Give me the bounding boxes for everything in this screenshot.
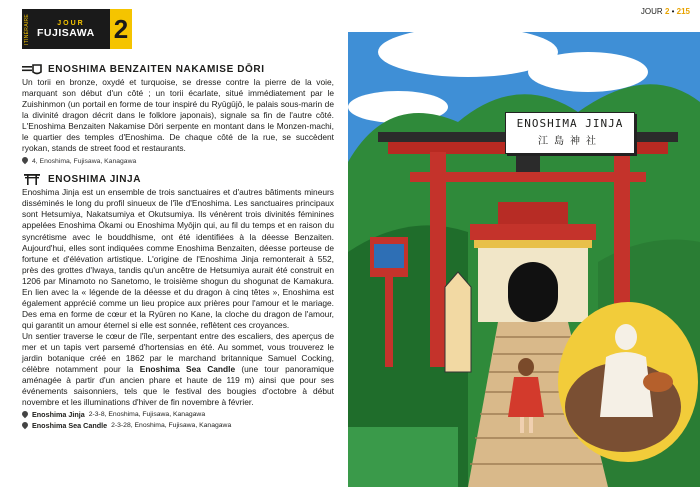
address-name: Enoshima Sea Candle — [32, 421, 108, 431]
body2-post: (une tour panoramique aménagée à partir d'un ancien phare et haute de 119 m) ainsi que pour ses événements saisonniers, tels que le festival des bougies d'octobre à début novembre et les illuminations d'hiver de fin novembre à février. — [22, 364, 335, 408]
shrine-name-sign — [505, 112, 635, 154]
folio-day: 2 — [664, 7, 670, 16]
torii-icon — [22, 174, 42, 185]
location-pin-icon — [22, 157, 28, 165]
text-column — [22, 64, 334, 430]
section-title: ENOSHIMA JINJA — [48, 174, 142, 186]
address-name: Enoshima Jinja — [32, 410, 85, 420]
itinerary-day-tag — [22, 9, 132, 49]
body2-pre: Un sentier traverse le cœur de l'île, serpentant entre des escaliers, des aperçus de mer et un tapis vert parsemé d'hortensias en été. Au sommet, vous trouverez le jardin botanique créé en 1862 par le marchand britannique Samuel Cocking, célèbre notamment pour la — [22, 330, 334, 375]
sign-kanji: 江島神社 — [538, 136, 602, 147]
location-pin-icon — [22, 411, 28, 419]
day-number: 2 — [110, 9, 132, 49]
city-name: FUJISAWA — [37, 26, 95, 39]
address-text: 2-3-8, Enoshima, Fujisawa, Kanagawa — [88, 411, 206, 419]
address-line — [22, 421, 334, 430]
section-heading-jinja — [22, 174, 334, 185]
page-folio — [641, 7, 690, 16]
itinerary-label: ITINÉRAIRE — [22, 9, 32, 49]
jour-label: JOUR — [57, 19, 85, 27]
section-body: Un torii en bronze, oxydé et turquoise, se dresse contre la pierre de la voie, marquant son début d'un côté ; un torii écarlate, situé immédiatement par le Zuishinmon (un portail en forme de tour inspiré du Ryūgūjō, le palais sous-marin de la divinité dragon décrit dans le folklore japonais), signale sa fin de l'autre côté. L'Enoshima Benzaiten Nakamise Dōri serpente en montant dans le Monzen-machi, le quartier des temples d'Enoshima. De chaque côté de la rue, se succèdent ryokan, stands de street food et restaurants. — [22, 77, 334, 154]
folio-separator: • — [669, 7, 677, 16]
section-body: Enoshima Jinja est un ensemble de trois sanctuaires et d'autres bâtiments mineurs disséminés le long du profil sinueux de l'île d'Enoshima. Les sanctuaires principaux sont Hetsumiya, Nakatsumiya et Okutsumiya. Ils vénèrent trois divinités féminines appelées Enoshima Ōkami ou Enoshima Myōjin qui, au fil du temps et en raison du syncrétisme avec le bouddhisme, ont été identifiées à la déesse Benzaiten. Aujourd'hui, elles sont indiquées comme Enoshima Benzaiten, déesse porteuse de fortune et d'élévation artistique. L'origine de l'Enoshima Jinja remonterait à 552, près des grottes d'Iwaya, tandis qu'un ancêtre de Hetsumiya aurait été construit en 1206 par Minamoto no Sanetomo, le troisième shogun du shogunat de Kamakura. En lien avec la « légende de la déesse et du dragon à cinq têtes », Enoshima est également apprécié comme un lieu propice aux prières pour l'amour et le mariage. Des ema en forme de cœur et la Ryūren no Kane, la cloche du dragon de l'amour, qui garantit un amour éternel si elle est sonnée, reflètent ces croyances. — [22, 187, 334, 330]
sign-romaji: ENOSHIMA JINJA — [516, 117, 624, 130]
address-text: 2-3-28, Enoshima, Fujisawa, Kanagawa — [111, 422, 232, 430]
address-line — [22, 157, 334, 165]
body2-bold: Enoshima Sea Candle — [139, 364, 236, 375]
section-body-2 — [22, 331, 334, 408]
address-line — [22, 410, 334, 419]
folio-page: 215 — [676, 7, 690, 16]
enoshima-jinja-illustration — [348, 32, 700, 487]
folio-prefix: JOUR — [640, 7, 663, 16]
location-pin-icon — [22, 422, 28, 430]
tag-main — [32, 9, 110, 49]
section-heading-nakamise — [22, 64, 334, 75]
address-text: 4, Enoshima, Fujisawa, Kanagawa — [32, 157, 137, 165]
chopsticks-bowl-icon — [22, 64, 42, 75]
section-title: ENOSHIMA BENZAITEN NAKAMISE DŌRI — [48, 64, 265, 75]
